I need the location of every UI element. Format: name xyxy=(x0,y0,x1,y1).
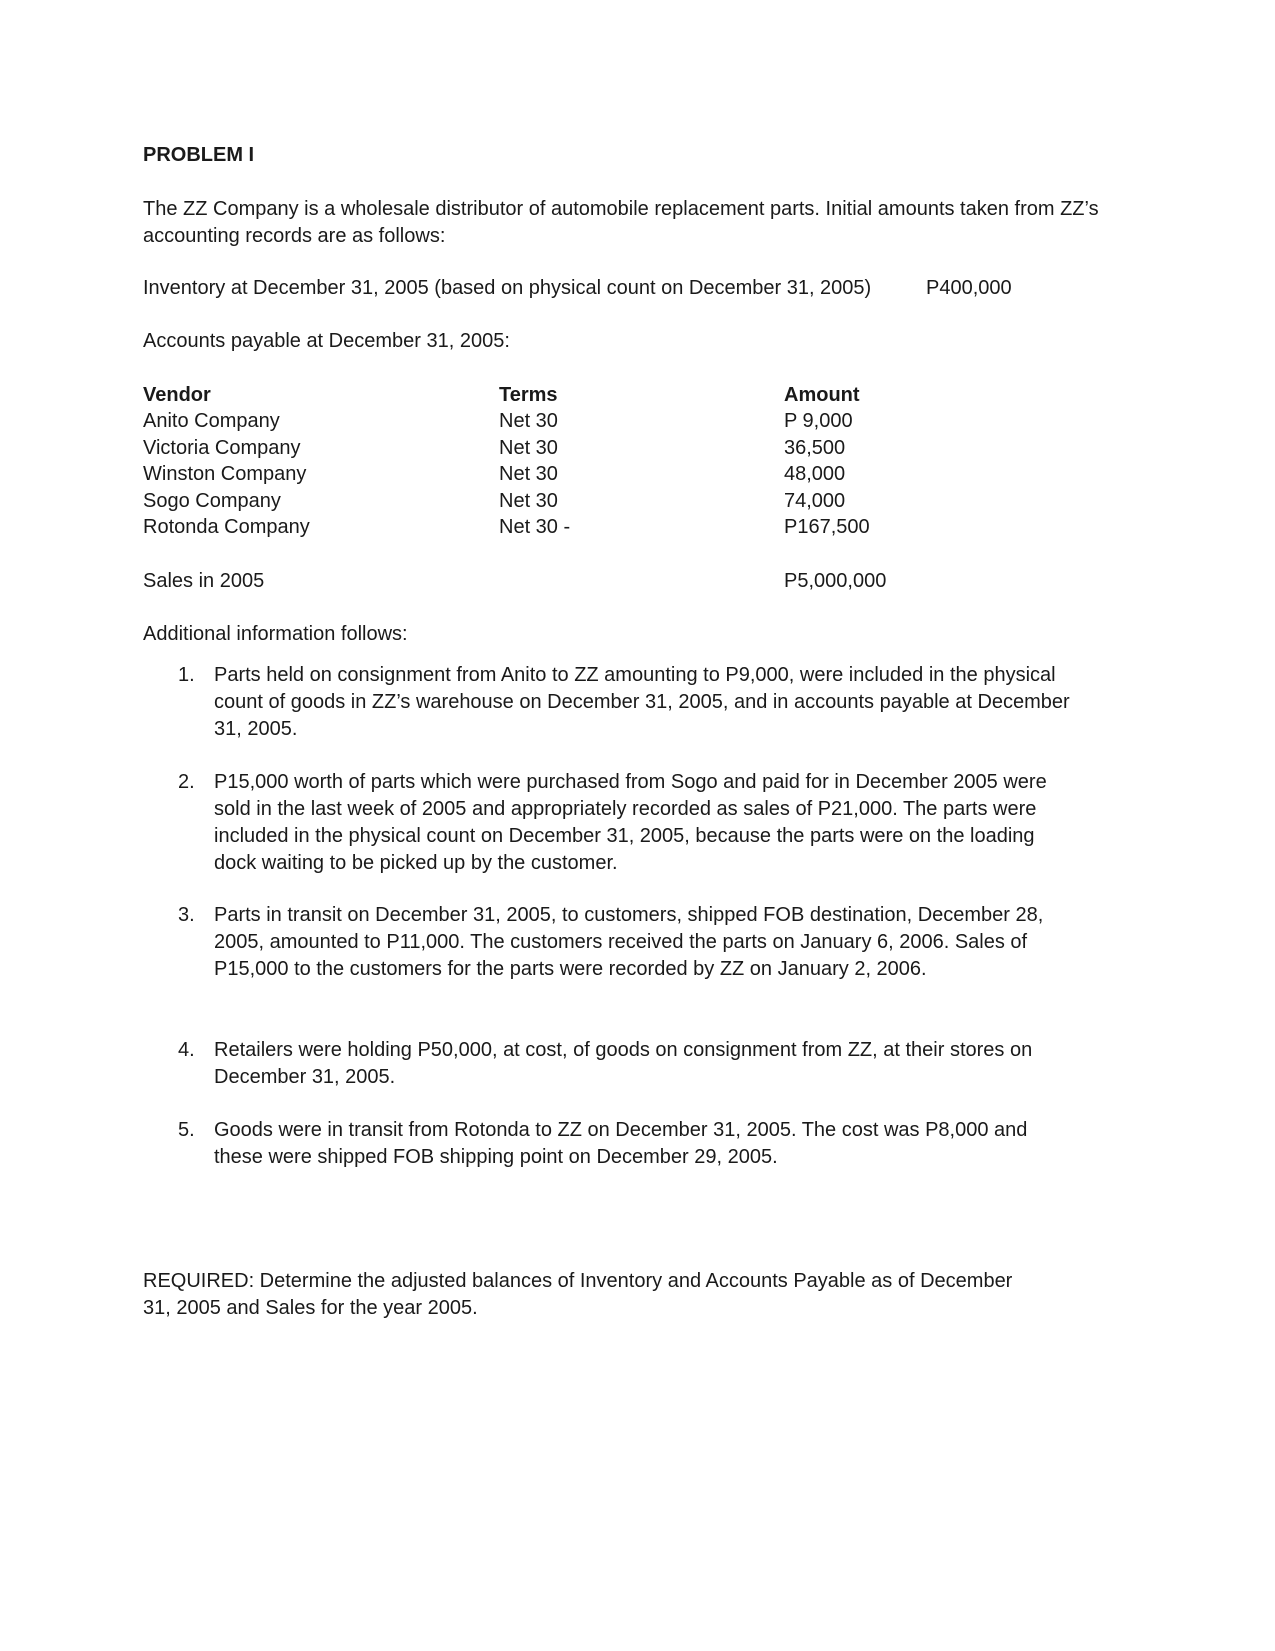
vendor-name: Victoria Company xyxy=(143,437,301,459)
list-item-text: Goods were in transit from Rotonda to ZZ on December 31, 2005. The cost was P8,000 and these were shipped FOB shipping point on December 29, 2005. xyxy=(214,1119,1028,1168)
additional-info-label: Additional information follows: xyxy=(143,623,408,645)
list-item-text: Parts held on consignment from Anito to ZZ amounting to P9,000, were included in the physical count of goods in ZZ’s warehouse on December 31, 2005, and in accounts payable at December 31, 2005. xyxy=(214,664,1070,740)
list-item-number: 2. xyxy=(178,771,195,793)
problem-title: PROBLEM I xyxy=(143,144,255,166)
table-row xyxy=(143,488,1043,515)
vendor-amount: 74,000 xyxy=(784,490,846,512)
table-row xyxy=(143,514,1043,541)
inventory-label: Inventory at December 31, 2005 (based on physical count on December 31, 2005) xyxy=(143,277,872,299)
vendor-terms: Net 30 xyxy=(499,410,558,432)
list-item-text: Retailers were holding P50,000, at cost, of goods on consignment from ZZ, at their stores on December 31, 2005. xyxy=(214,1039,1033,1088)
header-vendor: Vendor xyxy=(143,384,211,406)
list-item-number: 1. xyxy=(178,664,195,686)
intro-paragraph: The ZZ Company is a wholesale distributor of automobile replacement parts. Initial amounts taken from ZZ’s accounting records are as follows: xyxy=(143,198,1099,247)
vendor-amount: 48,000 xyxy=(784,463,846,485)
sales-label: Sales in 2005 xyxy=(143,570,265,592)
vendor-name: Rotonda Company xyxy=(143,516,310,538)
vendor-terms: Net 30 - xyxy=(499,516,571,538)
header-amount: Amount xyxy=(784,384,860,406)
table-row xyxy=(143,408,1043,435)
sales-amount: P5,000,000 xyxy=(784,570,887,592)
accounts-payable-label: Accounts payable at December 31, 2005: xyxy=(143,330,510,352)
table-row xyxy=(143,435,1043,462)
header-terms: Terms xyxy=(499,384,558,406)
list-item-number: 5. xyxy=(178,1119,195,1141)
inventory-amount: P400,000 xyxy=(926,277,1012,299)
vendor-table-header xyxy=(143,382,1043,409)
vendor-name: Anito Company xyxy=(143,410,280,432)
vendor-name: Sogo Company xyxy=(143,490,281,512)
list-item-number: 4. xyxy=(178,1039,195,1061)
required-paragraph: REQUIRED: Determine the adjusted balances of Inventory and Accounts Payable as of December 31, 2005 and Sales for the year 2005. xyxy=(143,1270,1013,1319)
vendor-name: Winston Company xyxy=(143,463,307,485)
vendor-amount: 36,500 xyxy=(784,437,846,459)
table-row xyxy=(143,461,1043,488)
vendor-terms: Net 30 xyxy=(499,490,558,512)
list-item-number: 3. xyxy=(178,904,195,926)
vendor-terms: Net 30 xyxy=(499,437,558,459)
vendor-amount: P167,500 xyxy=(784,516,870,538)
vendor-amount: P 9,000 xyxy=(784,410,853,432)
vendor-terms: Net 30 xyxy=(499,463,558,485)
list-item-text: Parts in transit on December 31, 2005, to customers, shipped FOB destination, December 28, 2005, amounted to P11,000. The customers received the parts on January 6, 2006. Sales of P15,000 to the customers for the parts were recorded by ZZ on January 2, 2006. xyxy=(214,904,1044,980)
list-item-text: P15,000 worth of parts which were purchased from Sogo and paid for in December 2005 were sold in the last week of 2005 and appropriately recorded as sales of P21,000. The parts were included in the physical count on December 31, 2005, because the parts were on the loading dock waiting to be picked up by the customer. xyxy=(214,771,1047,874)
